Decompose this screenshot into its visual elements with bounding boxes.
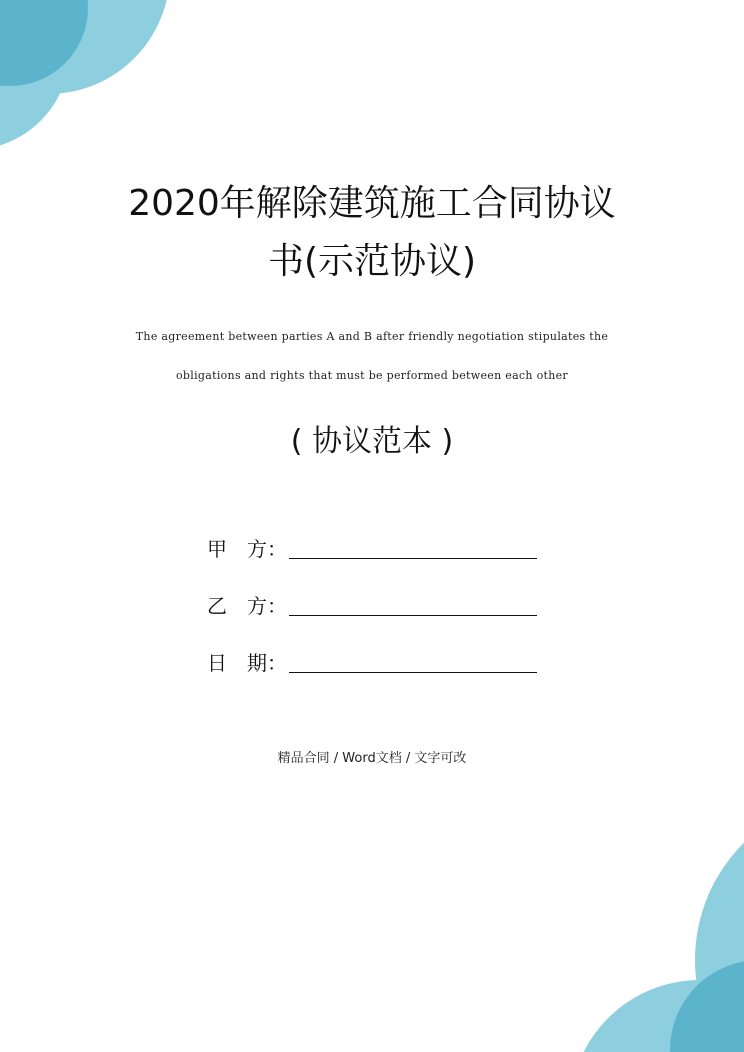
party-a-blank-line[interactable] xyxy=(289,558,537,559)
sample-agreement-label: ( 协议范本 ) xyxy=(290,424,454,459)
party-b-label: 乙 方： xyxy=(207,594,287,618)
document-title-line-2: 书(示范协议) xyxy=(267,241,477,282)
footer-note: 精品合同 / Word文档 / 文字可改 xyxy=(277,751,467,766)
date-label: 日 期： xyxy=(207,651,287,675)
bottom-right-decoration xyxy=(570,795,744,1052)
party-b-field xyxy=(207,589,537,619)
date-field xyxy=(207,646,537,676)
party-b-blank-line[interactable] xyxy=(289,615,537,616)
document-title-line-1: 2020年解除建筑施工合同协议 xyxy=(128,183,616,224)
party-a-label: 甲 方： xyxy=(207,537,287,561)
english-subtitle-line-1: The agreement between parties A and B after friendly negotiation stipulates the xyxy=(135,330,609,343)
english-subtitle-line-2: obligations and rights that must be performed between each other xyxy=(176,369,568,382)
date-blank-line[interactable] xyxy=(289,672,537,673)
top-left-decoration xyxy=(0,0,170,150)
party-a-field xyxy=(207,532,537,562)
